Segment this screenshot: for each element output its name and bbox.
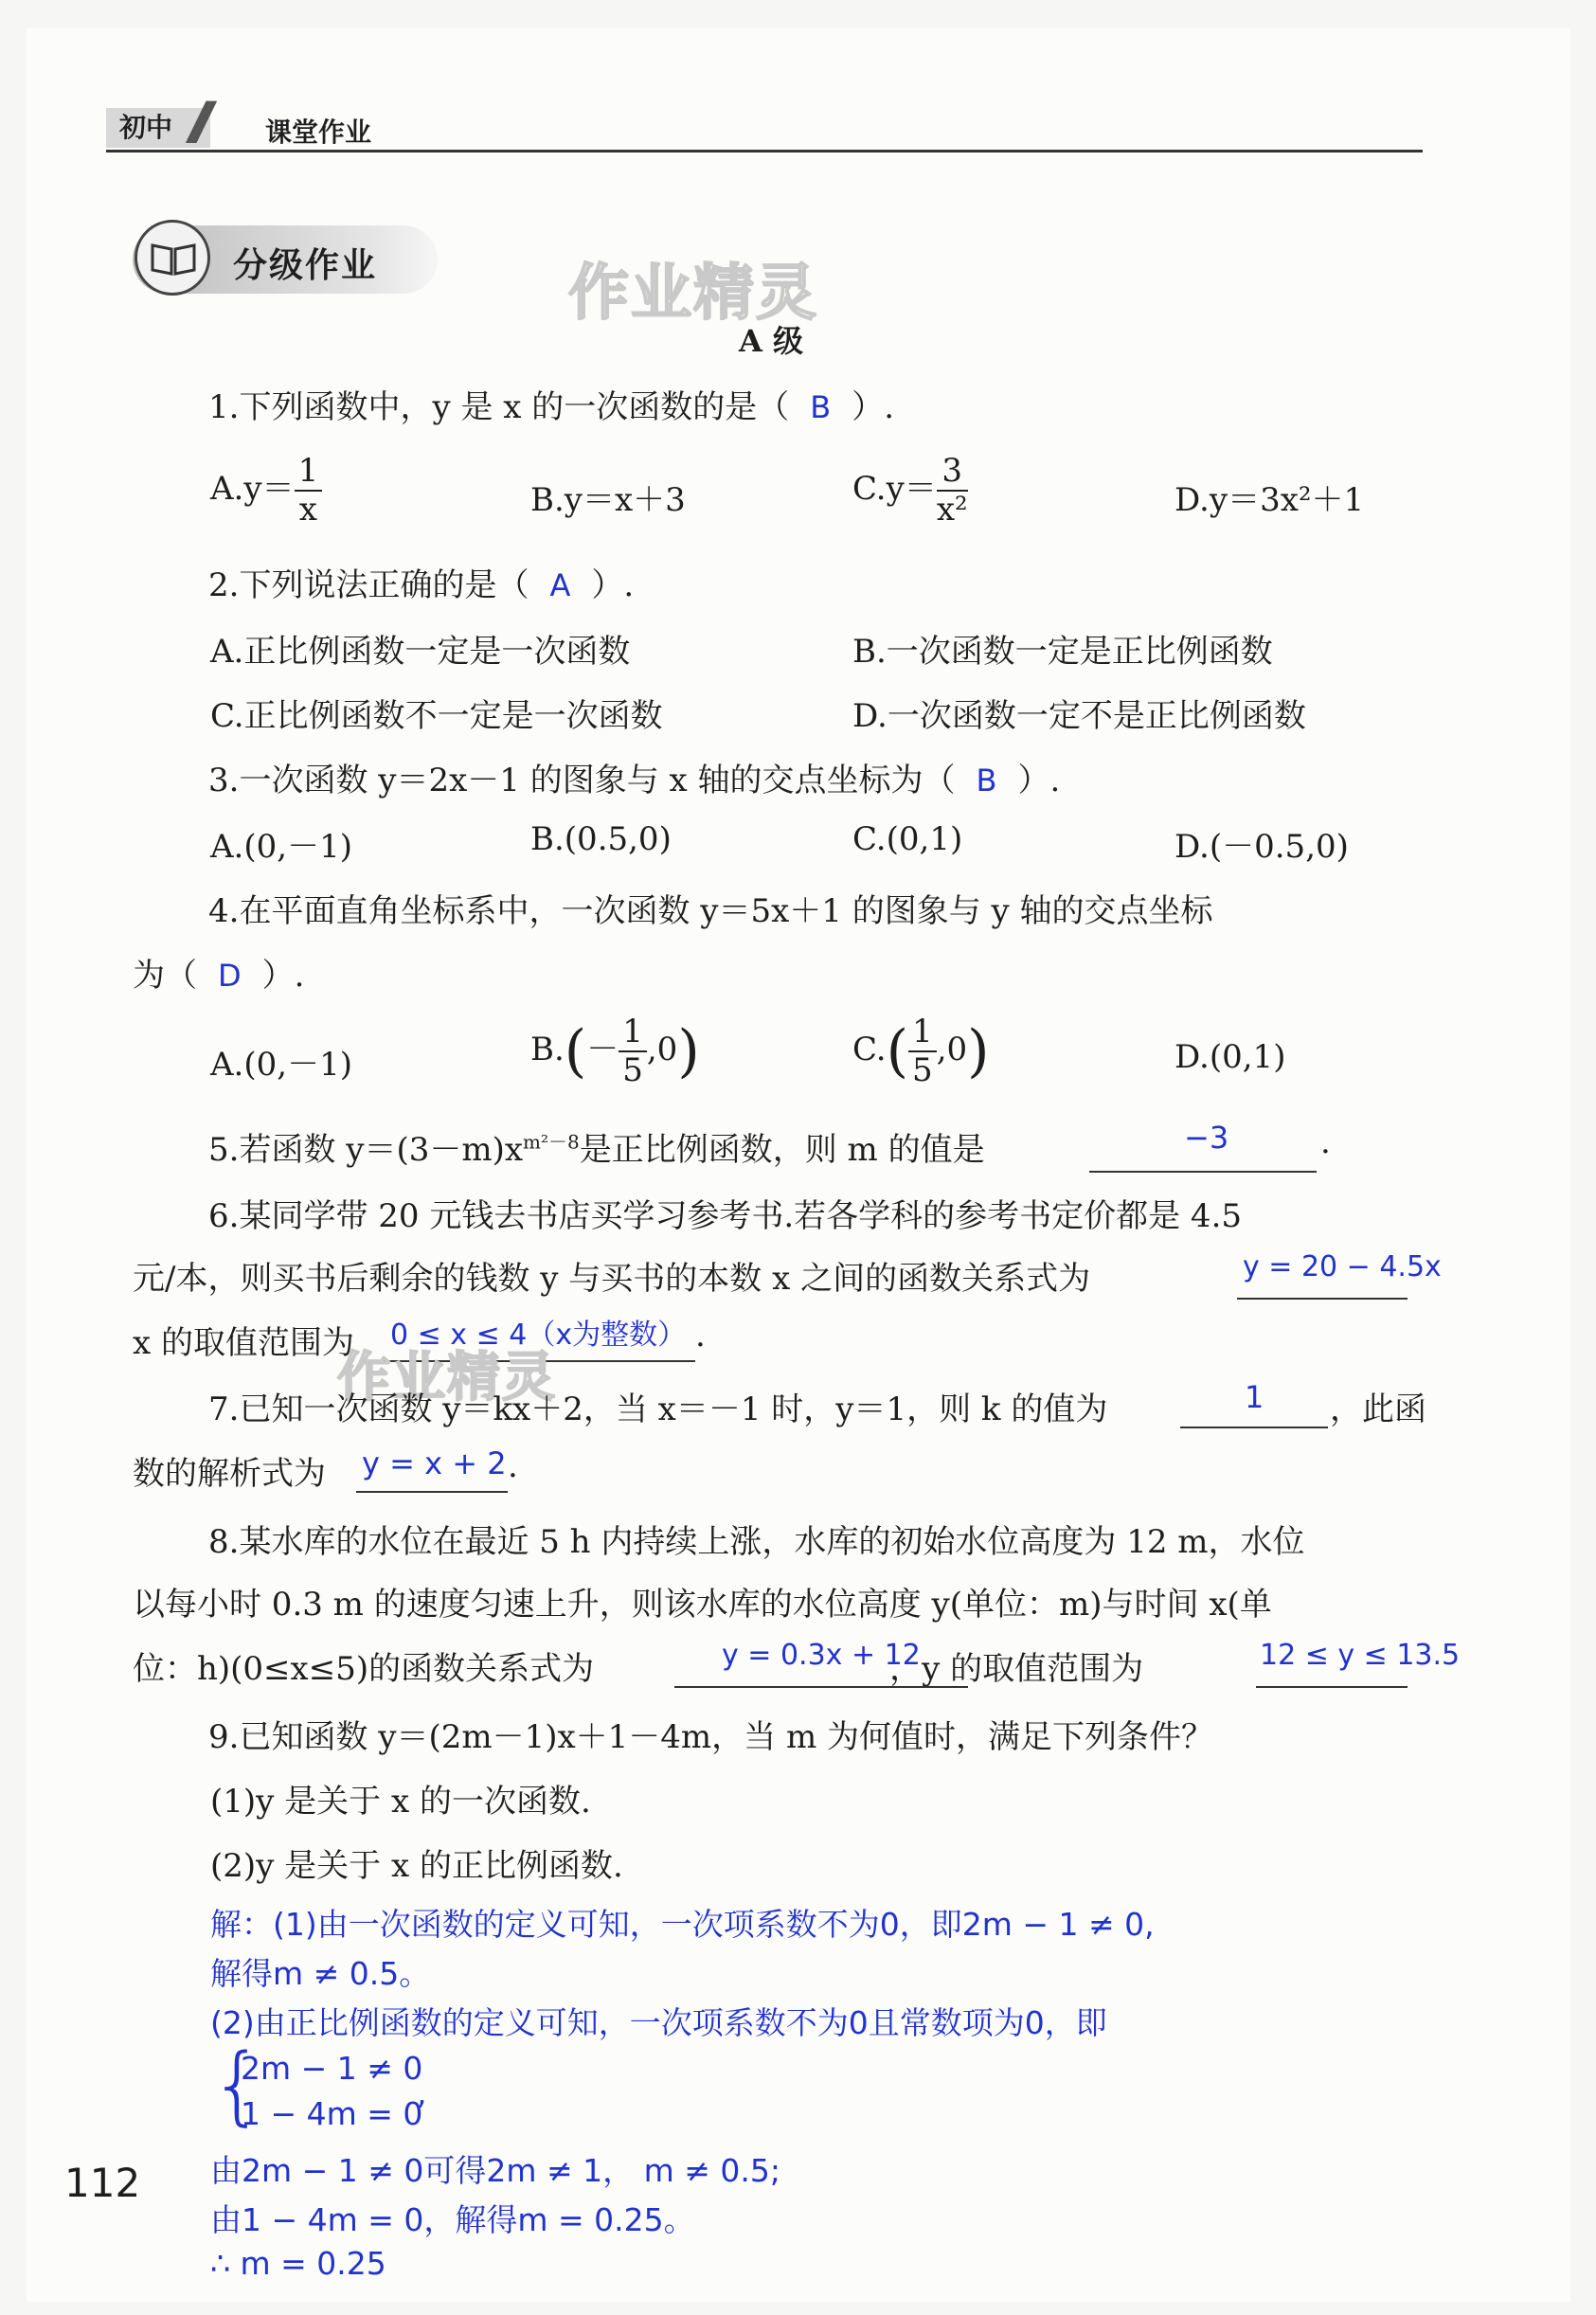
q6-line2: 元/本，则买书后剩余的钱数 y 与买书的本数 x 之间的函数关系式为: [133, 1260, 1091, 1298]
q1-option-d: D.y＝3x²＋1: [1175, 481, 1365, 519]
q9-part2: (2)y 是关于 x 的正比例函数.: [210, 1847, 623, 1885]
solution-line2: 解得m ≠ 0.5。: [210, 1955, 431, 1992]
q3-end: ）.: [1017, 762, 1061, 799]
q4-option-a: A.(0,－1): [210, 1046, 352, 1084]
solution-system-eq1: 2m − 1 ≠ 0: [241, 2050, 423, 2087]
q8-line3-text2: ，y 的取值范围为: [889, 1650, 1144, 1688]
q5-blank: [1089, 1171, 1317, 1173]
brace-icon: {: [210, 2036, 265, 2135]
q2-option-d: D.一次函数一定不是正比例函数: [852, 697, 1306, 735]
fraction-denominator: 5: [622, 1051, 643, 1090]
q8-line3: [133, 1642, 1143, 1689]
q4-option-b-text: B.: [530, 1031, 565, 1069]
q4-stem: 4.在平面直角坐标系中，一次函数 y＝5x＋1 的图象与 y 轴的交点坐标: [208, 892, 1213, 930]
book-icon: [134, 220, 210, 296]
q7-end: .: [508, 1447, 518, 1485]
q7-answer1: 1: [1245, 1379, 1264, 1415]
solution-line4: 由2m − 1 ≠ 0可得2m ≠ 1， m ≠ 0.5;: [210, 2152, 781, 2189]
q1-option-b: B.y＝x＋3: [530, 481, 686, 519]
q7-line2: 数的解析式为: [133, 1455, 326, 1493]
q4-option-b-fraction: [619, 1014, 647, 1089]
q5-exponent: m²－8: [523, 1130, 580, 1154]
q5-stem-text: 5.若函数 y＝(3－m)x: [208, 1131, 524, 1169]
q4-stem-text2: 为（: [133, 957, 197, 995]
q4-option-c-post: ,0: [936, 1031, 968, 1069]
q6-blank1: [1237, 1298, 1408, 1300]
q7-line1-end: ，此函: [1330, 1391, 1426, 1428]
q7-blank1: [1180, 1427, 1328, 1428]
section-title: 分级作业: [233, 246, 378, 285]
q4-end: ）.: [261, 957, 305, 995]
solution-line6: ∴ m = 0.25: [210, 2245, 386, 2282]
q4-option-c: C.( $\frac{1}{5}$ ,0): [852, 1013, 990, 1090]
header-title: 课堂作业: [265, 117, 372, 148]
q5-answer: −3: [1184, 1120, 1229, 1156]
solution-system-eq2: 1 − 4m = 0: [241, 2095, 423, 2132]
q1-option-c: [852, 453, 968, 529]
q4-option-d: D.(0,1): [1175, 1038, 1286, 1076]
q2-option-a: A.正比例函数一定是一次函数: [210, 633, 631, 671]
solution-line3: (2)由正比例函数的定义可知，一次项系数不为0且常数项为0，即: [210, 2004, 1107, 2041]
q2-option-c: C.正比例函数不一定是一次函数: [210, 697, 663, 735]
fraction-numerator: 3: [937, 453, 968, 492]
double-chevron-icon: //: [184, 91, 206, 151]
q2-answer: A: [549, 567, 571, 603]
q3-option-c: C.(0,1): [852, 820, 963, 858]
q3-stem: [208, 754, 1060, 800]
q5-stem-text2: 是正比例函数，则 m 的值是: [579, 1131, 985, 1169]
solution-line1: 解：(1)由一次函数的定义可知，一次项系数不为0，即2m − 1 ≠ 0,: [210, 1906, 1155, 1943]
q7-answer2: y = x + 2: [362, 1445, 507, 1481]
q8-blank2: [1256, 1686, 1408, 1688]
level-heading: A 级: [739, 323, 803, 359]
q3-stem-text: 3.一次函数 y＝2x－1 的图象与 x 轴的交点坐标为（: [208, 762, 956, 799]
q1-stem-text: 1.下列函数中，y 是 x 的一次函数的是（: [208, 388, 790, 426]
q5-end: .: [1320, 1123, 1331, 1161]
solution-system-comma: ,: [417, 2074, 427, 2111]
q3-option-d: D.(－0.5,0): [1175, 828, 1349, 866]
q1-end: ）.: [852, 388, 895, 426]
q1-stem: [208, 381, 894, 427]
fraction-numerator: 1: [619, 1014, 647, 1052]
q5-stem: [208, 1123, 985, 1170]
q8-line2: 以每小时 0.3 m 的速度匀速上升，则该水库的水位高度 y(单位：m)与时间 x(单: [133, 1586, 1272, 1624]
q1-option-c-text: C.y＝: [852, 470, 937, 509]
fraction-denominator: x: [298, 491, 317, 529]
q2-end: ）.: [591, 566, 635, 604]
q2-stem-text: 2.下列说法正确的是（: [208, 566, 529, 604]
q8-blank1: [674, 1686, 968, 1688]
header-tag: 初中: [106, 108, 210, 148]
q1-answer: B: [810, 389, 832, 425]
q1-option-c-fraction: [937, 453, 968, 529]
q2-option-b: B.一次函数一定是正比例函数: [852, 633, 1273, 671]
q3-option-a: A.(0,－1): [210, 828, 352, 866]
q6-answer2: 0 ≤ x ≤ 4（x为整数）: [390, 1319, 687, 1352]
q6-line3: x 的取值范围为: [133, 1324, 354, 1362]
q6-end: .: [695, 1317, 706, 1355]
q9-line1: 9.已知函数 y＝(2m－1)x＋1－4m，当 m 为何值时，满足下列条件？: [208, 1718, 1214, 1756]
q2-stem: [208, 559, 634, 605]
q4-option-c-fraction: [908, 1014, 937, 1089]
q4-answer: D: [218, 958, 242, 994]
watermark: 作业精灵: [568, 259, 818, 329]
q4-option-b: B.(－ $\frac{1}{5}$ ,0): [530, 1013, 700, 1090]
q4-option-b-sign: －: [586, 1031, 619, 1069]
q8-answer2: 12 ≤ y ≤ 13.5: [1260, 1639, 1461, 1672]
q3-answer: B: [976, 763, 997, 799]
q1-option-a-fraction: [295, 453, 323, 529]
q4-stem-cont: [133, 949, 304, 996]
q6-answer1: y = 20 − 4.5x: [1243, 1250, 1442, 1283]
q3-option-b: B.(0.5,0): [530, 820, 672, 858]
q6-line1: 6.某同学带 20 元钱去书店买学习参考书.若各学科的参考书定价都是 4.5: [208, 1197, 1243, 1235]
q9-part1: (1)y 是关于 x 的一次函数.: [210, 1783, 591, 1821]
solution-line5: 由1 − 4m = 0，解得m = 0.25。: [210, 2201, 695, 2238]
fraction-denominator: 5: [912, 1051, 933, 1090]
fraction-numerator: 1: [295, 453, 323, 492]
q4-option-c-text: C.: [852, 1031, 887, 1069]
fraction-denominator: x²: [936, 491, 968, 529]
q8-line3-text: 位：h)(0≤x≤5)的函数关系式为: [133, 1650, 595, 1688]
q8-line1: 8.某水库的水位在最近 5 h 内持续上涨，水库的初始水位高度为 12 m，水位: [208, 1523, 1305, 1561]
q7-blank2: [356, 1491, 508, 1493]
q4-option-b-post: ,0: [646, 1031, 678, 1069]
page-number: 112: [64, 2160, 141, 2206]
watermark-2: 作业精灵: [337, 1347, 557, 1409]
q7-line1: 7.已知一次函数 y＝kx＋2，当 x＝－1 时，y＝1，则 k 的值为: [208, 1391, 1108, 1428]
fraction-numerator: 1: [908, 1014, 937, 1052]
q1-option-a: [210, 453, 322, 529]
q8-answer1: y = 0.3x + 12: [722, 1639, 921, 1672]
q1-option-a-text: A.y＝: [210, 470, 295, 509]
